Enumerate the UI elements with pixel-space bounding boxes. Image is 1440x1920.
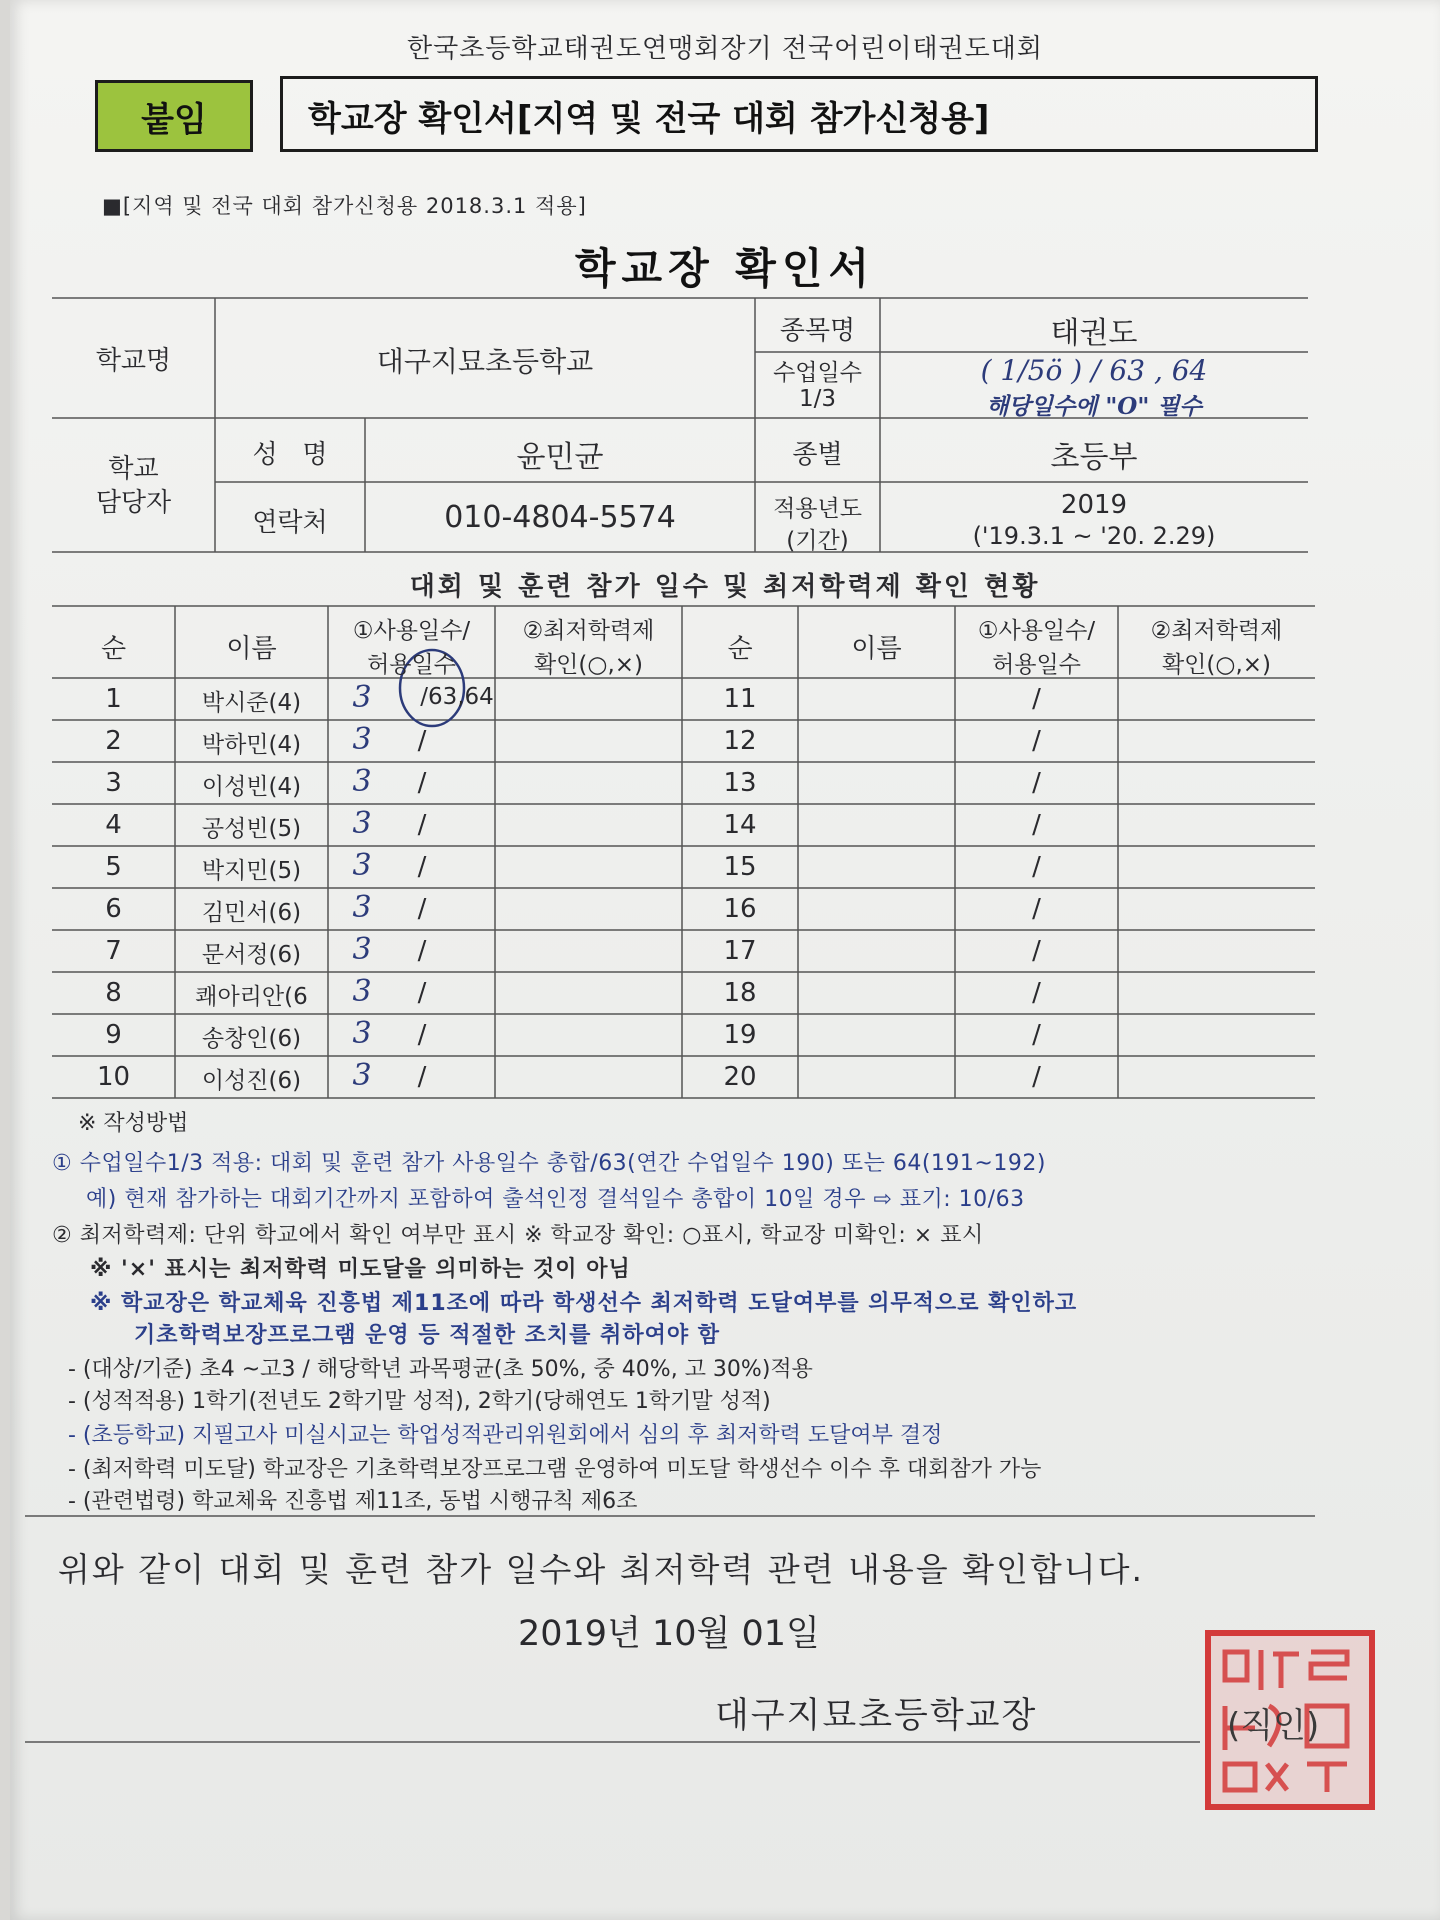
row-allowed: /: [1032, 768, 1041, 798]
note-1a: ① 수업일수1/3 적용: 대회 및 훈련 참가 사용일수 총합/63(연간 수업일수 190) 또는 64(191~192): [52, 1151, 1046, 1176]
note-1b: 예) 현재 참가하는 대회기간까지 포함하여 출석인정 결석일수 총합이 10일 경우 ⇨ 표기: 10/63: [86, 1187, 1025, 1212]
name-value: 윤민균: [516, 440, 604, 475]
attachment-tag: 붙임: [95, 80, 253, 152]
note-4b: 기초학력보장프로그램 운영 등 적절한 조치를 취하여야 함: [134, 1323, 721, 1348]
row-name: 이성진(6): [201, 1068, 302, 1094]
class-days-value: ( 1/5ö ) / 63 , 64: [980, 354, 1208, 387]
row-name: 쾌아리안(6: [195, 984, 308, 1010]
row-no: 7: [105, 936, 122, 966]
row-allowed: /: [1032, 810, 1041, 840]
row-allowed: /: [1032, 978, 1041, 1008]
school-value: 대구지묘초등학교: [376, 345, 594, 378]
col-header-min: ②최저학력제: [522, 618, 655, 644]
row-allowed: /: [417, 726, 427, 756]
row-no: 18: [723, 978, 757, 1008]
manager-label-2: 담당자: [95, 488, 172, 518]
row-no: 10: [96, 1062, 131, 1092]
row-no: 8: [105, 978, 122, 1008]
category-value: 초등부: [1050, 440, 1138, 475]
row-no: 15: [723, 852, 757, 882]
col-header-days-right: ①사용일수/: [977, 618, 1096, 644]
main-title: 학교장 확인서: [574, 244, 876, 293]
year-period-value: ('19.3.1 ~ '20. 2.29): [972, 522, 1216, 550]
event-title: 한국초등학교태권도연맹회장기 전국어린이태권도대회: [406, 34, 1044, 64]
row-allowed: /: [417, 810, 427, 840]
row-allowed: /: [1032, 936, 1041, 966]
category-label: 종별: [792, 440, 843, 470]
row-name: 공성빈(5): [201, 816, 302, 842]
row-no: 13: [723, 768, 757, 798]
row-name: 송창인(6): [201, 1026, 302, 1052]
note-4a: ※ 학교장은 학교체육 진흥법 제11조에 따라 학생선수 최저학력 도달여부를 의무적으로 확인하고: [90, 1291, 1078, 1316]
col-header-name: 이름: [226, 634, 277, 664]
sport-value: 태권도: [1050, 316, 1138, 351]
section-title: 대회 및 훈련 참가 일수 및 최저학력제 확인 현황: [409, 572, 1041, 602]
row-no: 5: [105, 852, 122, 882]
row-days: 3: [352, 932, 372, 967]
row-allowed: /: [1032, 1020, 1041, 1050]
detail-5: - (관련법령) 학교체육 진흥법 제11조, 동법 시행규칙 제6조: [68, 1489, 638, 1514]
row-days: 3: [352, 764, 372, 799]
row-name: 박하민(4): [201, 732, 302, 758]
class-days-ratio-label: 1/3: [798, 386, 836, 412]
year-value: 2019: [1060, 490, 1128, 520]
manager-label: 학교: [108, 454, 159, 484]
detail-4: - (최저학력 미도달) 학교장은 기초학력보장프로그램 운영하여 미도달 학생선수 이수 후 대회참가 가능: [68, 1457, 1042, 1482]
row-name: 김민서(6): [201, 900, 302, 926]
year-period-label: (기간): [786, 528, 849, 554]
row-allowed: /: [1032, 726, 1041, 756]
class-days-note: 해당일수에 "O" 필수: [986, 393, 1202, 420]
col-header-min-right: ②최저학력제: [1150, 618, 1283, 644]
contact-value: 010-4804-5574: [444, 500, 676, 535]
row-days: 3: [352, 806, 372, 841]
row-no: 16: [723, 894, 757, 924]
row-no: 3: [105, 768, 122, 798]
detail-2: - (성적적용) 1학기(전년도 2학기말 성적), 2학기(당해연도 1학기말 성적): [68, 1389, 771, 1414]
detail-3: - (초등학교) 지필고사 미실시교는 학업성적관리위원회에서 심의 후 최저학력 도달여부 결정: [68, 1423, 943, 1448]
row-allowed: /: [1032, 684, 1041, 714]
col-header-no-right: 순: [727, 634, 753, 664]
row-days: 3: [352, 848, 372, 883]
col-header-days-right-2: 허용일수: [992, 652, 1081, 678]
col-header-min-2: 확인(○,×): [533, 652, 644, 678]
row-no: 17: [723, 936, 757, 966]
issue-date: 2019년 10월 01일: [518, 1614, 820, 1654]
col-header-no: 순: [100, 634, 127, 664]
row-days: 3: [352, 680, 372, 715]
row-allowed: /: [1032, 894, 1041, 924]
row-allowed: /: [417, 894, 427, 924]
notes-heading: ※ 작성방법: [78, 1111, 189, 1136]
row-no: 2: [105, 726, 122, 756]
row-allowed: /: [417, 1062, 427, 1092]
row-allowed: /63,64: [420, 684, 494, 710]
row-no: 20: [723, 1062, 757, 1092]
contact-label: 연락처: [252, 508, 328, 538]
row-name: 박시준(4): [201, 690, 302, 716]
row-no: 6: [105, 894, 122, 924]
school-label: 학교명: [95, 346, 172, 376]
row-allowed: /: [417, 936, 427, 966]
document-page: [10, 0, 1440, 1920]
confirmation-statement: 위와 같이 대회 및 훈련 참가 일수와 최저학력 관련 내용을 확인합니다.: [58, 1550, 1144, 1589]
year-label: 적용년도: [773, 496, 862, 522]
row-allowed: /: [1032, 852, 1041, 882]
col-header-days: ①사용일수/: [352, 618, 471, 644]
col-header-days-2: 허용일수: [367, 652, 456, 678]
row-no: 14: [723, 810, 757, 840]
note-2: ② 최저학력제: 단위 학교에서 확인 여부만 표시 ※ 학교장 확인: ○표시, 학교장 미확인: × 표시: [52, 1223, 984, 1248]
row-allowed: /: [1032, 1062, 1041, 1092]
row-days: 3: [352, 722, 372, 757]
row-name: 이성빈(4): [201, 774, 302, 800]
row-no: 4: [105, 810, 122, 840]
seal-label: (직인): [1227, 1706, 1320, 1746]
row-allowed: /: [417, 768, 427, 798]
row-days: 3: [352, 1016, 372, 1051]
signer-name: 대구지묘초등학교장: [715, 1696, 1038, 1736]
sport-label: 종목명: [779, 316, 856, 346]
row-days: 3: [352, 974, 372, 1009]
row-no: 11: [723, 684, 757, 714]
note-3: ※ '×' 표시는 최저학력 미도달을 의미하는 것이 아님: [90, 1257, 631, 1282]
row-no: 12: [723, 726, 757, 756]
official-seal: [1205, 1630, 1375, 1810]
detail-1: - (대상/기준) 초4 ~고3 / 해당학년 과목평균(초 50%, 중 40%, 고 30%)적용: [68, 1357, 813, 1382]
row-no: 9: [105, 1020, 122, 1050]
row-allowed: /: [417, 978, 427, 1008]
name-label: 성 명: [252, 440, 328, 470]
row-no: 1: [105, 684, 122, 714]
col-header-name-right: 이름: [851, 634, 902, 664]
row-allowed: /: [417, 852, 427, 882]
row-no: 19: [723, 1020, 757, 1050]
row-allowed: /: [417, 1020, 427, 1050]
row-name: 문서정(6): [201, 942, 302, 968]
class-days-label: 수업일수: [773, 360, 862, 386]
row-name: 박지민(5): [201, 858, 302, 884]
col-header-min-right-2: 확인(○,×): [1161, 652, 1272, 678]
applicability-note: ■[지역 및 전국 대회 참가신청용 2018.3.1 적용]: [102, 194, 587, 218]
document-title: 학교장 확인서[지역 및 전국 대회 참가신청용]: [280, 76, 1318, 152]
row-days: 3: [352, 1058, 372, 1093]
row-days: 3: [352, 890, 372, 925]
